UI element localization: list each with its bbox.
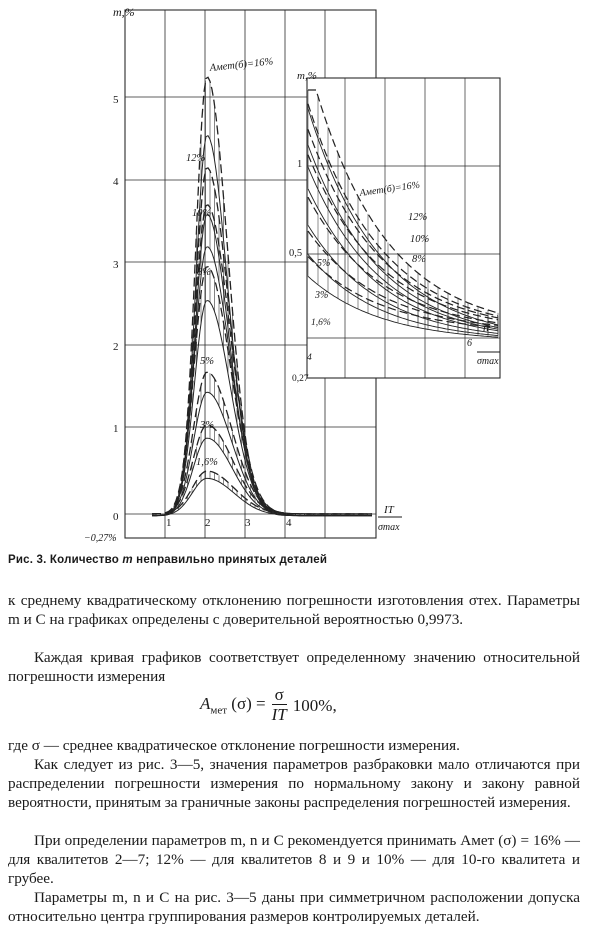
paragraph-5: При определении параметров m, n и C рекомендуется принимать Aмет (σ) = 16% — для квалитетов 2—7; 12% — для квалитетов 8 и 9 и 10% — для 10-го квалитета и грубее. [8,832,580,887]
curve-label-5: 5% [200,356,214,367]
main-y-tick-5: 5 [113,94,119,106]
inset-y-axis-label: m,% [297,70,317,82]
main-x-tick-3: 3 [245,517,251,529]
inset-x-tick-6: 6 [467,338,472,349]
paragraph-6: Параметры m, n и C на рис. 3—5 даны при симметричном расположении допуска относительно центра группирования размеров контролируемых деталей. [8,889,580,925]
main-x-tick-4: 4 [286,517,292,529]
main-y-axis-label: m,% [113,5,135,19]
main-x-tick-2: 2 [205,517,211,529]
main-y-tick-2: 2 [113,341,119,353]
formula-numerator: σ [272,686,287,705]
curve-label-8: 8% [197,267,211,278]
formula [200,686,337,725]
figure-caption [8,554,327,566]
main-x-tick-1: 1 [166,517,172,529]
curve-label-1-6: 1,6% [196,457,218,468]
paragraph-3: где σ — среднее квадратическое отклонение погрешности измерения. [8,737,460,754]
inset-curve-label-8: 8% [412,254,426,265]
inset-y-tick-027: 0,27 [292,374,309,384]
formula-denominator: IT [271,705,287,724]
inset-y-tick-1: 1 [297,159,303,170]
main-y-tick-0: 0 [113,511,119,523]
main-y-tick-neg: −0,27% [84,533,117,544]
main-x-axis-label-num: IT [384,504,394,516]
curve-label-10: 10% [192,208,212,219]
caption-suffix: неправильно принятых деталей [132,554,328,566]
inset-curve-label-1-6: 1,6% [311,318,331,328]
inset-curve-label-12: 12% [408,212,428,223]
formula-fraction [272,686,287,725]
formula-lhs: $A_{мет}$ (σ) = [200,694,266,717]
main-y-tick-3: 3 [113,259,119,271]
inset-y-tick-05: 0,5 [289,248,303,259]
main-x-axis-label-den: σmax [378,522,400,533]
inset-curve-label-3: 3% [315,290,329,301]
caption-variable: m [122,554,133,566]
inset-curve-label-10: 10% [410,234,430,245]
paragraph-2: Каждая кривая графиков соответствует определенному значению относительной погрешности измерения [8,649,580,685]
inset-x-tick-4: 4 [307,353,312,363]
curve-label-3: 3% [200,420,214,431]
inset-curve-label-5: 5% [317,258,331,269]
inset-curve-label-16: Aмет(б)=16% [358,179,421,199]
main-y-tick-1: 1 [113,423,119,435]
caption-prefix: Рис. 3. Количество [8,554,123,566]
curve-label-12: 12% [186,153,206,164]
inset-x-axis-label-den: σmax [477,356,499,367]
inset-x-axis-label-num: n [483,320,489,334]
main-y-tick-4: 4 [113,176,119,188]
formula-rhs: 100%, [292,695,337,715]
paragraph-1: к среднему квадратическому отклонению погрешности изготовления σтех. Параметры m и C на графиках определены с доверительной вероятностью 0,9973. [8,592,580,628]
curve-label-16: Aмет(б)=16% [209,56,274,74]
paragraph-4: Как следует из рис. 3—5, значения параметров разбраковки мало отличаются при распределении погрешности измерения по нормальному закону и закону равной вероятности, принятым за граничные законы распределения погрешностей измерения. [8,756,580,811]
